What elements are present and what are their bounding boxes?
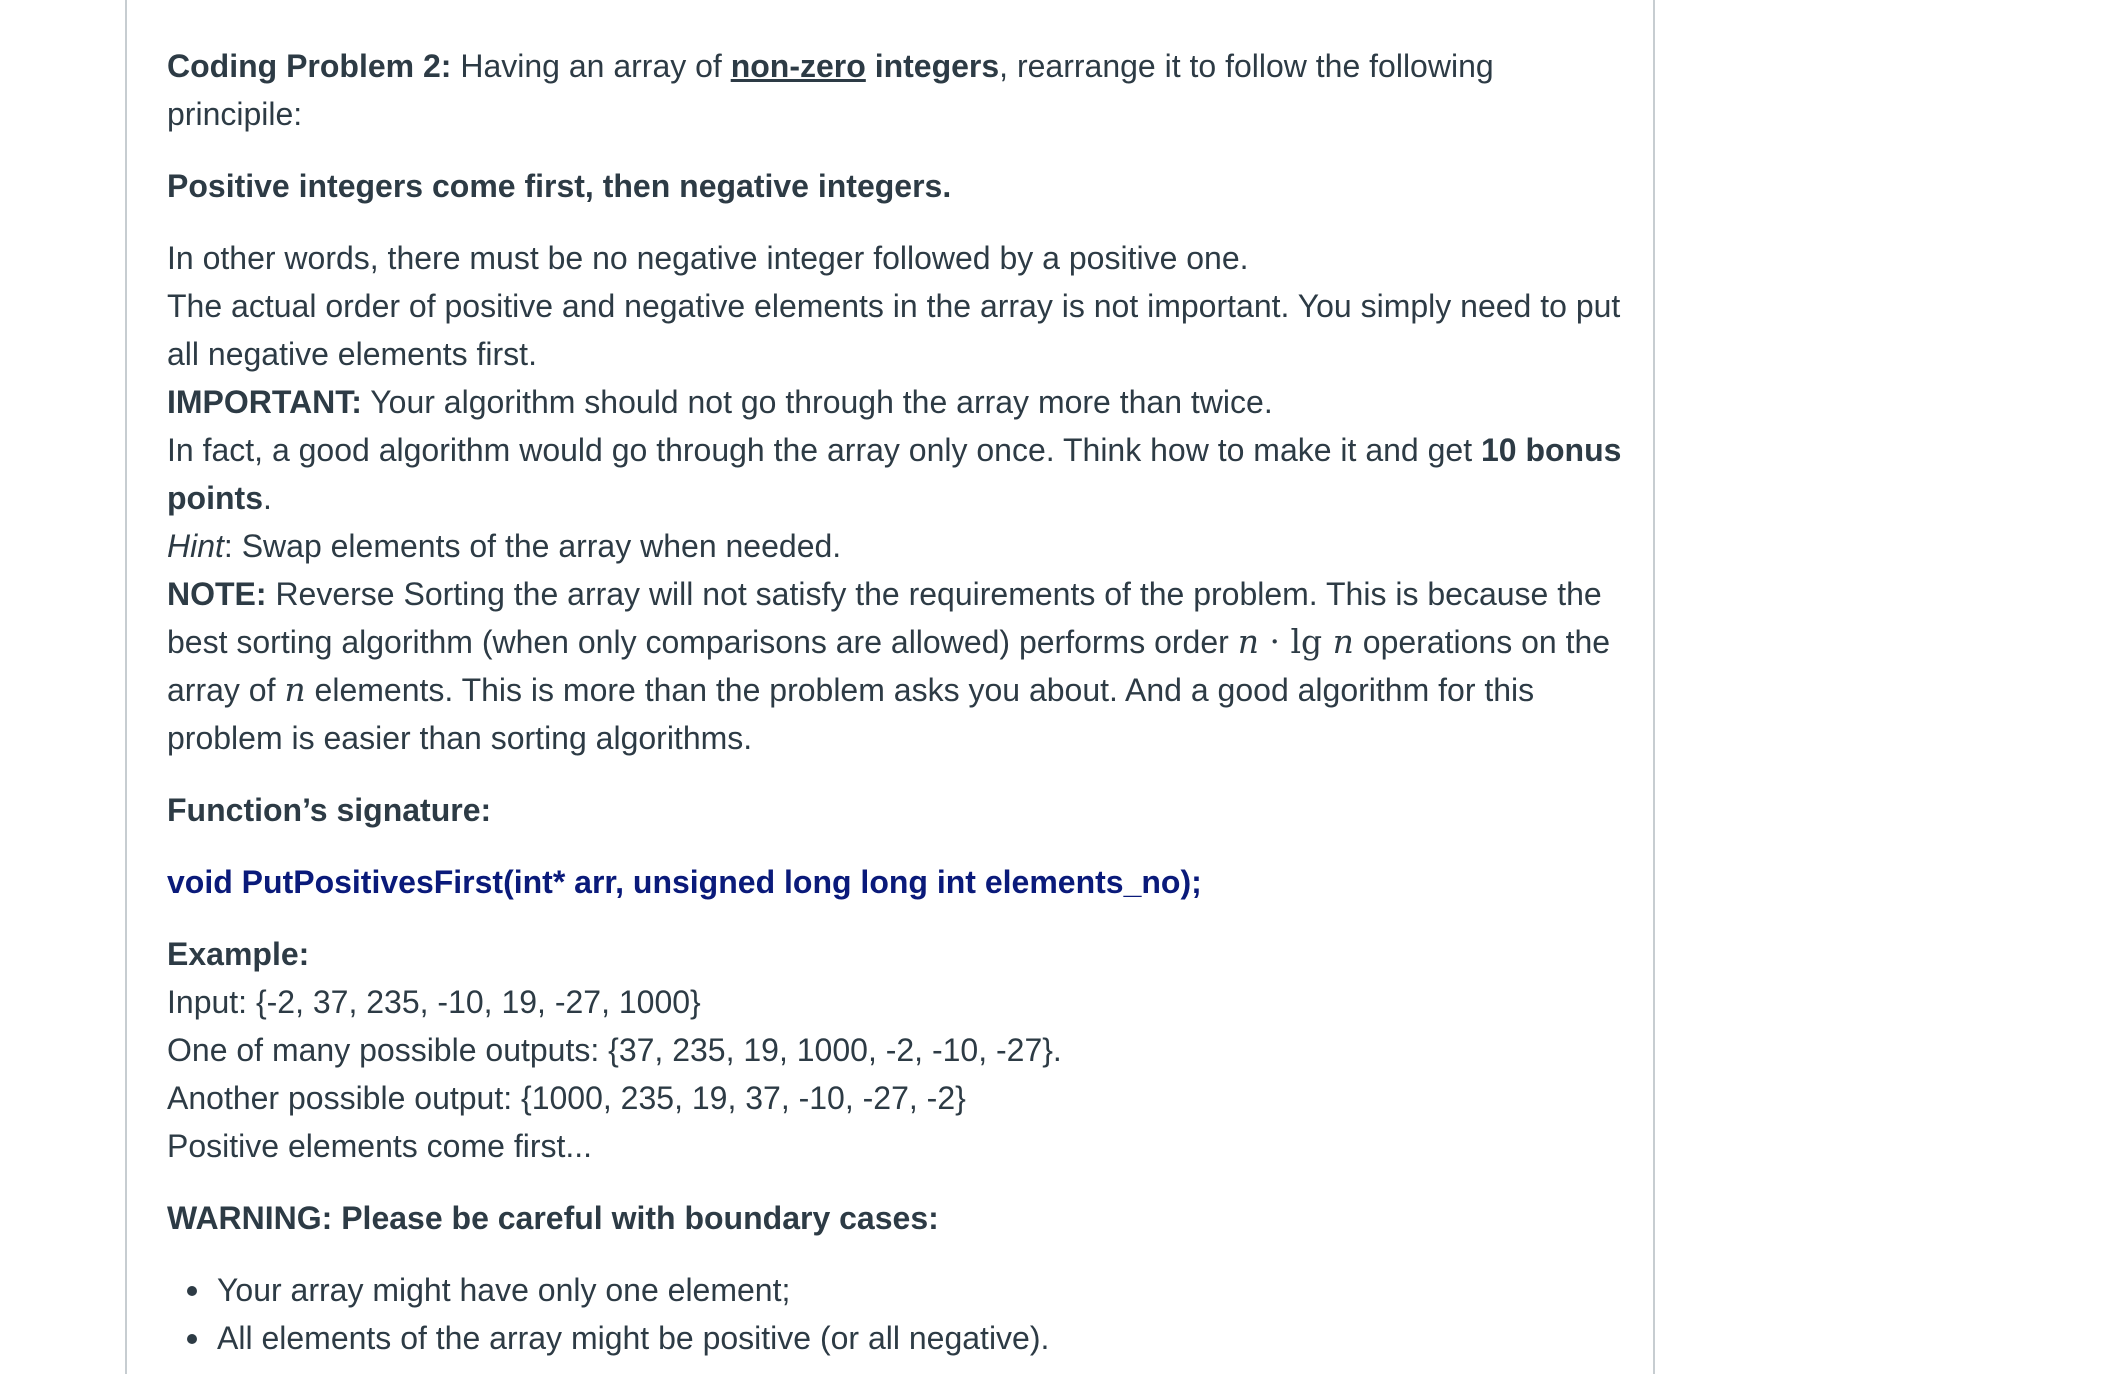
hint-label: Hint (167, 528, 224, 564)
function-signature: void PutPositivesFirst(int* arr, unsigned long long int elements_no); (167, 864, 1202, 900)
warning-label: WARNING: Please be careful with boundary cases: (167, 1200, 939, 1236)
content-frame (125, 0, 1655, 1374)
problem-statement (167, 42, 1637, 138)
details-line-1: In other words, there must be no negative integer followed by a positive one. (167, 240, 1249, 276)
problem-intro-b: , rearrange it to follow the following principile: (167, 48, 1494, 132)
example-output-2: Another possible output: {1000, 235, 19, 37, -10, -27, -2} (167, 1080, 966, 1116)
example-summary: Positive elements come first... (167, 1128, 593, 1164)
note-text-c: elements. This is more than the problem asks you about. And a good algorithm for this problem is easier than sorting algorithms. (167, 672, 1535, 756)
note-text-b: operations on the array of (167, 624, 1611, 708)
note-label: NOTE: (167, 576, 267, 612)
math-n: n (1322, 622, 1354, 661)
problem-heading: Coding Problem 2: (167, 48, 452, 84)
list-item: All elements of the array might be positive (or all negative). (217, 1314, 1637, 1362)
problem-integers: integers (874, 48, 1000, 84)
signature-label: Function’s signature: (167, 792, 492, 828)
math-n: n (1237, 622, 1259, 661)
example-block (167, 930, 1637, 1170)
bonus-points: 10 bonus points (167, 432, 1622, 516)
list-item: Your array might have only one element; (217, 1266, 1637, 1314)
problem-content (167, 42, 1637, 1362)
example-input: Input: {-2, 37, 235, -10, 19, -27, 1000} (167, 984, 701, 1020)
problem-nonzero: non-zero (730, 48, 866, 84)
problem-intro-space (866, 48, 875, 84)
note-math-complexity (1238, 622, 1354, 661)
hint-text: : Swap elements of the array when needed. (223, 528, 842, 564)
math-lg: lg (1290, 622, 1323, 661)
note-math-n: n (284, 670, 306, 709)
details-line-2: The actual order of positive and negative elements in the array is not important. You simply need to put all negative elements first. (167, 288, 1621, 372)
important-text: Your algorithm should not go through the array more than twice. (361, 384, 1273, 420)
example-output-1: One of many possible outputs: {37, 235, 19, 1000, -2, -10, -27}. (167, 1032, 1062, 1068)
math-dot: · (1258, 622, 1291, 661)
problem-principle: Positive integers come first, then negative integers. (167, 168, 952, 204)
warning-list (167, 1266, 1637, 1362)
important-label: IMPORTANT: (167, 384, 362, 420)
bonus-text: In fact, a good algorithm would go through the array only once. Think how to make it and get (167, 432, 1481, 468)
example-label: Example: (167, 936, 310, 972)
bonus-end: . (262, 480, 272, 516)
note-text-a: Reverse Sorting the array will not satisfy the requirements of the problem. This is because the best sorting algorithm (when only comparisons are allowed) performs order (167, 576, 1602, 660)
problem-details (167, 234, 1637, 762)
problem-intro-a: Having an array of (451, 48, 731, 84)
